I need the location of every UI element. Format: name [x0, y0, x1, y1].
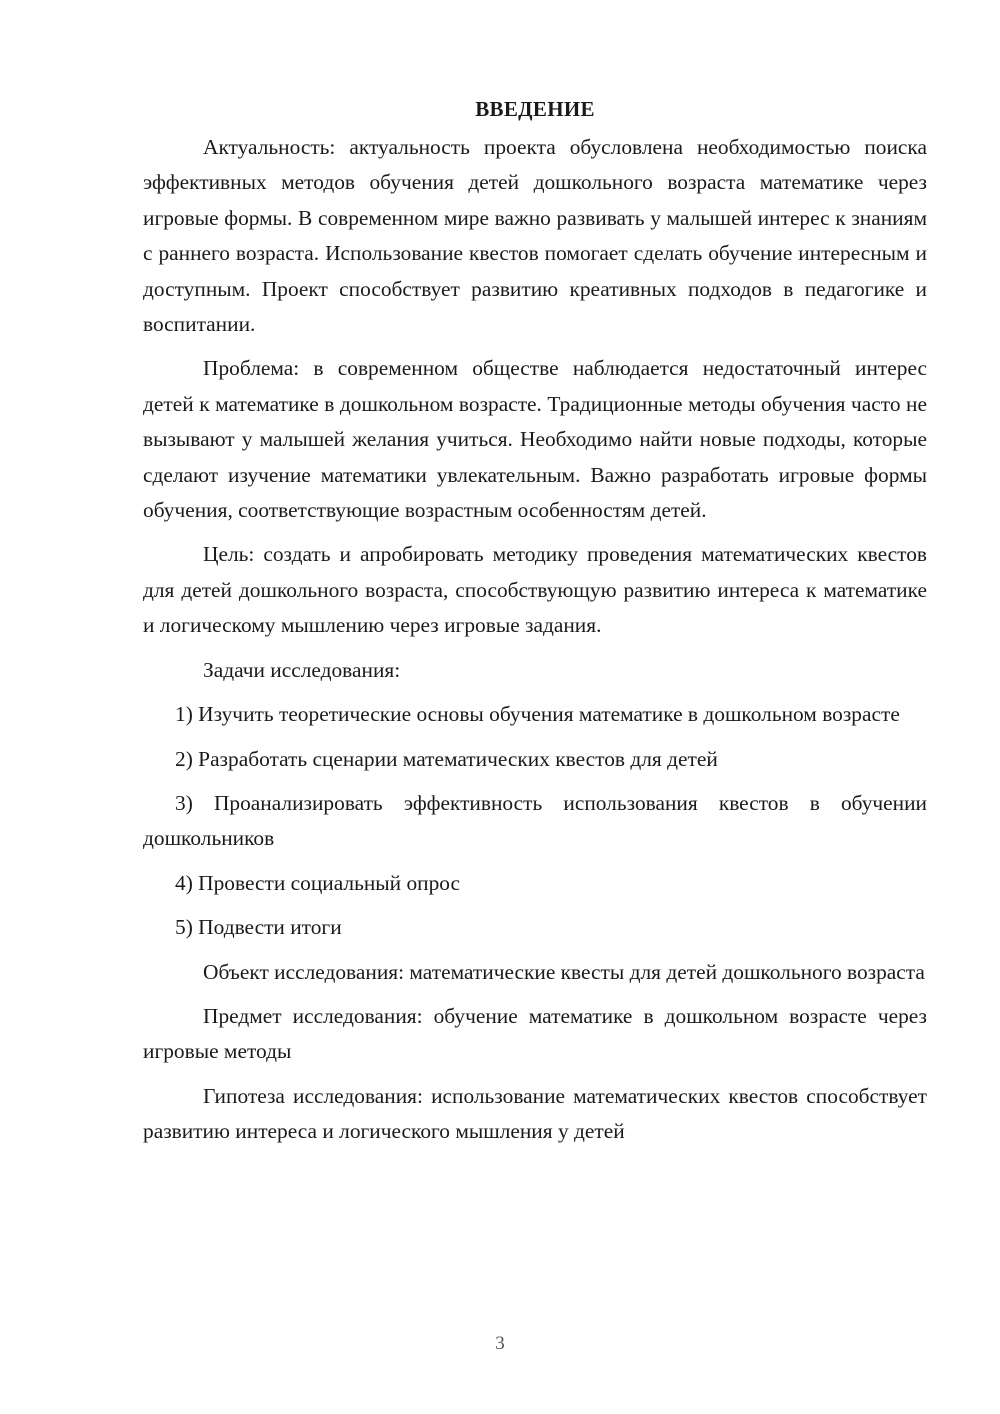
task-item-3: 3) Проанализировать эффективность использования квестов в обучении дошкольников: [143, 790, 927, 851]
task-item-4: 4) Провести социальный опрос: [175, 870, 461, 895]
paragraph-problem: Проблема: в современном обществе наблюдается недостаточный интерес детей к математике в дошкольном возрасте. Традиционные методы обучения часто не вызывают у малышей желания учиться. Необходимо найти новые подходы, которые сделают изучение математики увлекательным. Важно разработать игровые формы обучения, соответствующие возрастным особенностям детей.: [143, 356, 927, 523]
document-page: [143, 92, 927, 1159]
task-item-2: 2) Разработать сценарии математических квестов для детей: [175, 746, 718, 771]
page-number: 3: [495, 1333, 505, 1354]
paragraph-subject: Предмет исследования: обучение математике в дошкольном возрасте через игровые методы: [143, 1003, 927, 1064]
paragraph-relevance: Актуальность: актуальность проекта обусловлена необходимостью поиска эффективных методов обучения детей дошкольного возраста математике через игровые формы. В современном мире важно развивать у малышей интерес к знаниям с раннего возраста. Использование квестов помогает сделать обучение интересным и доступным. Проект способствует развитию креативных подходов в педагогике и воспитании.: [143, 135, 927, 337]
paragraph-hypothesis: Гипотеза исследования: использование математических квестов способствует развитию интереса и логического мышления у детей: [143, 1083, 927, 1144]
task-item-1: 1) Изучить теоретические основы обучения математике в дошкольном возрасте: [175, 702, 900, 727]
task-item-5: 5) Подвести итоги: [175, 915, 342, 940]
section-title: ВВЕДЕНИЕ: [475, 97, 595, 121]
paragraph-goal: Цель: создать и апробировать методику проведения математических квестов для детей дошкольного возраста, способствующую развитию интереса к математике и логическому мышлению через игровые задания.: [143, 542, 927, 638]
paragraph-object: Объект исследования: математические квесты для детей дошкольного возраста: [203, 959, 925, 984]
paragraph-tasks-heading: Задачи исследования:: [203, 657, 401, 682]
